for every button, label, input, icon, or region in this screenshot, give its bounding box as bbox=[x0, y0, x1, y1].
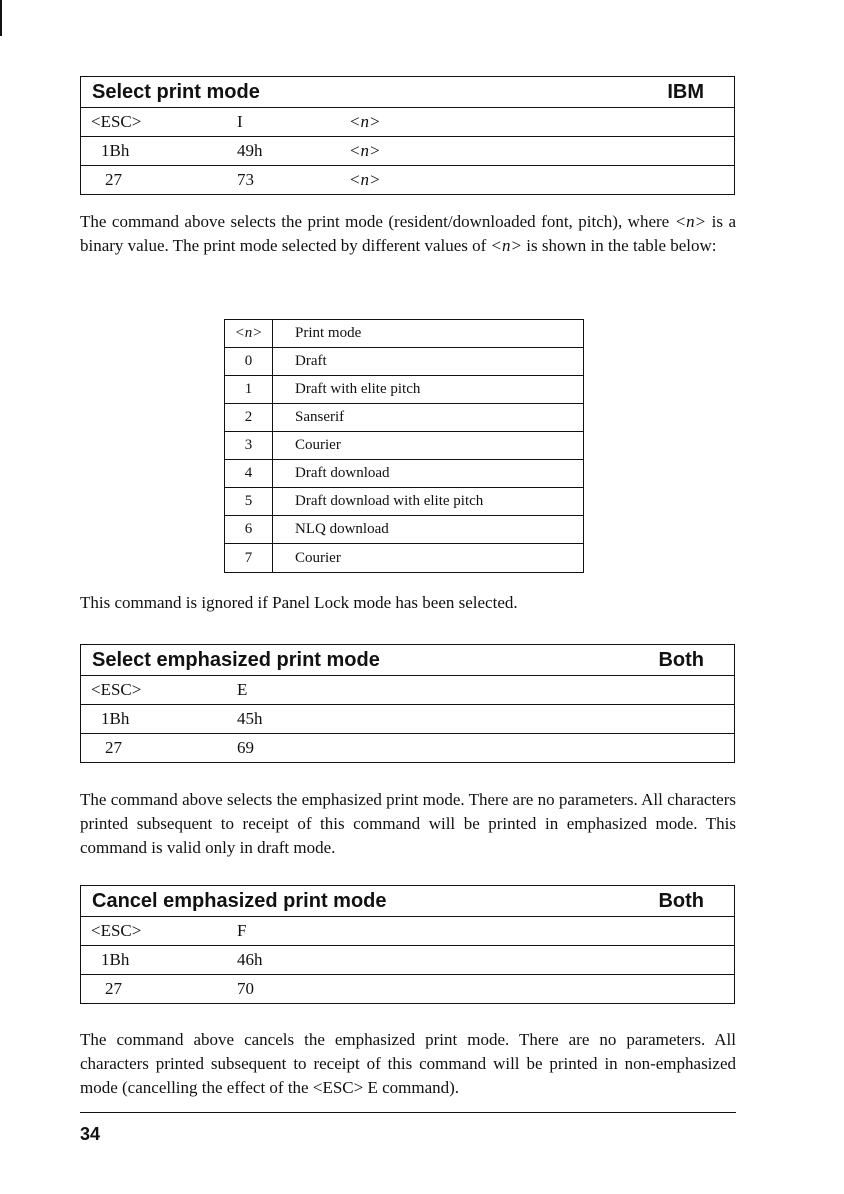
param-n: <n> bbox=[674, 212, 707, 231]
command-tag: Both bbox=[658, 648, 704, 671]
command-tag: Both bbox=[658, 889, 704, 912]
command-row-dec bbox=[81, 734, 734, 762]
paragraph-text: is shown in the table below: bbox=[522, 236, 717, 255]
paragraph-panel-lock: This command is ignored if Panel Lock mode has been selected. bbox=[80, 593, 518, 612]
command-char: 49h bbox=[237, 141, 263, 160]
command-code: 1Bh bbox=[101, 950, 130, 969]
command-row-hex bbox=[81, 137, 734, 166]
paragraph-text: The command above selects the print mode (resident/downloaded font, pitch), where bbox=[80, 212, 675, 231]
table-row bbox=[225, 544, 583, 572]
command-param: <n> bbox=[349, 112, 381, 131]
command-code: 27 bbox=[105, 979, 122, 998]
table-cell-mode: Courier bbox=[295, 437, 341, 453]
command-char: 69 bbox=[237, 738, 254, 757]
table-row bbox=[225, 404, 583, 432]
command-row-esc bbox=[81, 108, 734, 137]
table-cell-n: 0 bbox=[225, 348, 273, 375]
table-row bbox=[225, 516, 583, 544]
table-header-mode: Print mode bbox=[295, 325, 362, 341]
table-row bbox=[225, 488, 583, 516]
table-cell-n: 2 bbox=[225, 404, 273, 431]
command-row-hex bbox=[81, 705, 734, 734]
command-char: F bbox=[237, 921, 247, 940]
command-code: <ESC> bbox=[91, 921, 142, 940]
table-cell-mode: Draft bbox=[295, 353, 327, 369]
command-box-cancel-emphasized bbox=[80, 885, 735, 1004]
paragraph-emphasized-cancel: The command above cancels the emphasized print mode. There are no parameters. All characters printed subsequent to receipt of this command will be printed in non-emphasized mode (cancelling the effect of the <ESC> E command). bbox=[80, 1030, 736, 1097]
table-cell-mode: NLQ download bbox=[295, 521, 389, 537]
command-row-dec bbox=[81, 975, 734, 1003]
command-char: I bbox=[237, 112, 243, 131]
table-row bbox=[225, 376, 583, 404]
table-cell-mode: Draft download with elite pitch bbox=[295, 493, 484, 509]
paragraph-emphasized-select: The command above selects the emphasized print mode. There are no parameters. All characters printed subsequent to receipt of this command will be printed in emphasized mode. This command is valid only in draft mode. bbox=[80, 790, 736, 857]
command-header bbox=[81, 77, 734, 108]
table-cell-n: 1 bbox=[225, 376, 273, 403]
command-char: 46h bbox=[237, 950, 263, 969]
command-char: 45h bbox=[237, 709, 263, 728]
table-cell-n: 5 bbox=[225, 488, 273, 515]
table-cell-n: 7 bbox=[225, 544, 273, 572]
command-code: <ESC> bbox=[91, 112, 142, 131]
command-row-esc bbox=[81, 676, 734, 705]
table-cell-n: 3 bbox=[225, 432, 273, 459]
print-mode-table bbox=[224, 319, 584, 573]
page-number: 34 bbox=[80, 1124, 101, 1144]
command-param: <n> bbox=[349, 141, 381, 160]
command-box-select-emphasized bbox=[80, 644, 735, 763]
command-row-hex bbox=[81, 946, 734, 975]
command-title: Select emphasized print mode bbox=[92, 648, 380, 671]
table-cell-mode: Draft with elite pitch bbox=[295, 381, 421, 397]
table-row bbox=[225, 432, 583, 460]
command-code: 1Bh bbox=[101, 141, 130, 160]
table-row bbox=[225, 460, 583, 488]
command-title: Cancel emphasized print mode bbox=[92, 889, 387, 912]
command-row-dec bbox=[81, 166, 734, 194]
command-tag: IBM bbox=[667, 80, 704, 103]
table-row bbox=[225, 348, 583, 376]
paragraph-text: is a binary value. The print mode selected by different values of bbox=[80, 212, 736, 255]
command-header bbox=[81, 886, 734, 917]
table-header-n: <n> bbox=[225, 320, 273, 347]
scan-edge-mark bbox=[0, 0, 2, 36]
command-param: <n> bbox=[349, 170, 381, 189]
command-char: 70 bbox=[237, 979, 254, 998]
param-n: <n> bbox=[490, 236, 522, 255]
command-char: E bbox=[237, 680, 248, 699]
table-cell-n: 6 bbox=[225, 516, 273, 543]
command-header bbox=[81, 645, 734, 676]
table-cell-n: 4 bbox=[225, 460, 273, 487]
table-cell-mode: Sanserif bbox=[295, 409, 345, 425]
command-box-select-print-mode bbox=[80, 76, 735, 195]
command-code: 27 bbox=[105, 170, 122, 189]
table-cell-mode: Courier bbox=[295, 549, 341, 566]
command-code: <ESC> bbox=[91, 680, 142, 699]
table-header-row bbox=[225, 320, 583, 348]
command-title: Select print mode bbox=[92, 80, 260, 103]
command-char: 73 bbox=[237, 170, 254, 189]
footer-rule bbox=[80, 1112, 736, 1113]
table-cell-mode: Draft download bbox=[295, 465, 390, 481]
command-code: 1Bh bbox=[101, 709, 130, 728]
paragraph-print-mode bbox=[80, 210, 736, 258]
command-code: 27 bbox=[105, 738, 122, 757]
command-row-esc bbox=[81, 917, 734, 946]
